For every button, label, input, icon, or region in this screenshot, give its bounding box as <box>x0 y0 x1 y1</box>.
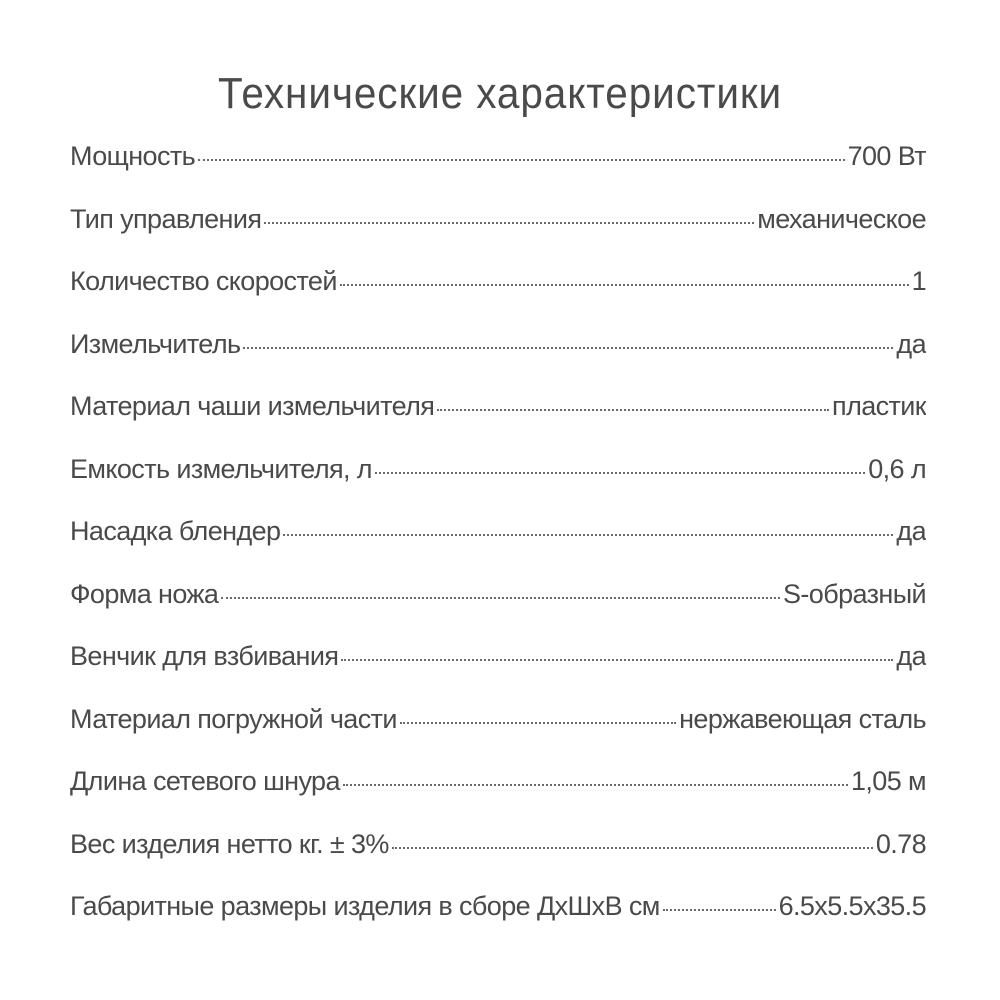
spec-label: Вес изделия нетто кг. ± 3% <box>70 828 389 859</box>
dot-leader <box>264 222 754 224</box>
spec-label: Измельчитель <box>70 328 241 359</box>
spec-row-blender-attachment <box>70 511 926 574</box>
spec-row-dimensions <box>70 886 926 949</box>
spec-value: S-образный <box>783 578 926 609</box>
spec-row-cord-length <box>70 761 926 824</box>
spec-row-speeds <box>70 261 926 324</box>
spec-label: Форма ножа <box>70 578 219 609</box>
spec-label: Габаритные размеры изделия в сборе ДхШхВ см <box>70 891 660 921</box>
spec-label: Насадка блендер <box>70 516 281 546</box>
dot-leader <box>392 847 873 849</box>
spec-label: Емкость измельчителя, л <box>70 453 372 484</box>
spec-row-net-weight <box>70 824 926 887</box>
spec-label: Материал чаши измельчителя <box>70 391 435 421</box>
dot-leader <box>221 597 780 599</box>
dot-leader <box>341 659 893 661</box>
spec-list <box>70 136 926 949</box>
spec-label: Венчик для взбивания <box>70 641 339 671</box>
spec-value: 6.5х5.5х35.5 <box>778 891 926 921</box>
spec-value: да <box>896 328 926 359</box>
spec-value: да <box>896 516 926 546</box>
spec-value: нержавеющая сталь <box>679 703 926 734</box>
spec-label: Количество скоростей <box>70 266 337 296</box>
spec-row-chopper-capacity <box>70 449 926 512</box>
spec-value: механическое <box>757 203 926 234</box>
spec-label: Длина сетевого шнура <box>70 766 340 796</box>
spec-row-power <box>70 136 926 199</box>
spec-value: 0,6 л <box>868 453 926 484</box>
spec-row-chopper-bowl-material <box>70 386 926 449</box>
page-title: Технические характеристики <box>217 69 783 118</box>
dot-leader <box>243 347 893 349</box>
dot-leader <box>437 409 829 411</box>
spec-row-control-type <box>70 199 926 262</box>
spec-row-whisk <box>70 636 926 699</box>
spec-row-blade-shape <box>70 574 926 637</box>
spec-value: 1,05 м <box>850 766 926 796</box>
dot-leader <box>340 284 909 286</box>
dot-leader <box>400 722 676 724</box>
spec-row-immersion-material <box>70 699 926 762</box>
spec-value: 0.78 <box>875 828 926 859</box>
spec-row-chopper <box>70 324 926 387</box>
spec-value: 700 Вт <box>847 141 926 171</box>
dot-leader <box>663 909 776 911</box>
dot-leader <box>343 784 848 786</box>
spec-value: 1 <box>911 266 926 296</box>
spec-label: Материал погружной части <box>70 703 397 734</box>
spec-label: Мощность <box>70 141 196 171</box>
dot-leader <box>198 159 844 161</box>
dot-leader <box>375 472 865 474</box>
dot-leader <box>283 534 893 536</box>
spec-value: да <box>896 641 926 671</box>
spec-value: пластик <box>832 391 926 421</box>
spec-label: Тип управления <box>70 203 262 234</box>
